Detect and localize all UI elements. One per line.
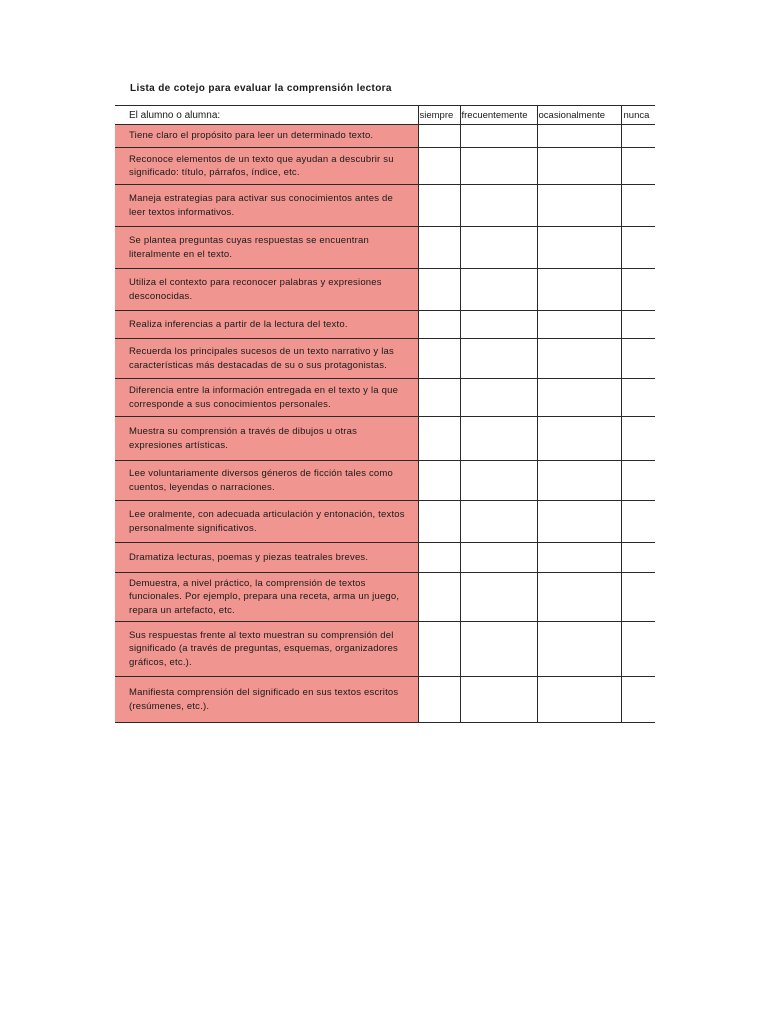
criterion-text: Recuerda los principales sucesos de un texto narrativo y las características más destacadas de su o sus protagonistas. [115,339,418,379]
table-row [115,148,655,185]
table-row [115,227,655,269]
mark-cell-nunca[interactable] [621,417,655,461]
mark-cell-siempre[interactable] [418,622,460,677]
mark-cell-nunca[interactable] [621,339,655,379]
mark-cell-nunca[interactable] [621,677,655,723]
mark-cell-frecuentemente[interactable] [460,461,537,501]
mark-cell-siempre[interactable] [418,311,460,339]
table-row [115,573,655,622]
criterion-text: Manifiesta comprensión del significado en sus textos escritos (resúmenes, etc.). [115,677,418,723]
mark-cell-siempre[interactable] [418,269,460,311]
mark-cell-siempre[interactable] [418,379,460,417]
mark-cell-ocasionalmente[interactable] [537,379,621,417]
table-row [115,501,655,543]
header-student: El alumno o alumna: [115,106,418,125]
mark-cell-frecuentemente[interactable] [460,622,537,677]
mark-cell-frecuentemente[interactable] [460,269,537,311]
table-row [115,417,655,461]
criterion-text: Diferencia entre la información entregada en el texto y la que corresponde a sus conocimientos personales. [115,379,418,417]
table-row [115,461,655,501]
mark-cell-nunca[interactable] [621,185,655,227]
mark-cell-siempre[interactable] [418,677,460,723]
mark-cell-siempre[interactable] [418,543,460,573]
table-row [115,379,655,417]
table-row [115,185,655,227]
mark-cell-nunca[interactable] [621,543,655,573]
mark-cell-siempre[interactable] [418,148,460,185]
mark-cell-siempre[interactable] [418,573,460,622]
criterion-text: Reconoce elementos de un texto que ayudan a descubrir su significado: título, párrafos, índice, etc. [115,148,418,185]
mark-cell-ocasionalmente[interactable] [537,227,621,269]
mark-cell-frecuentemente[interactable] [460,543,537,573]
mark-cell-siempre[interactable] [418,185,460,227]
mark-cell-nunca[interactable] [621,227,655,269]
criterion-text: Lee oralmente, con adecuada articulación y entonación, textos personalmente significativos. [115,501,418,543]
header-row [115,106,655,125]
mark-cell-ocasionalmente[interactable] [537,125,621,148]
mark-cell-nunca[interactable] [621,573,655,622]
mark-cell-nunca[interactable] [621,269,655,311]
header-frecuentemente: frecuentemente [460,106,537,125]
mark-cell-frecuentemente[interactable] [460,185,537,227]
criterion-text: Demuestra, a nivel práctico, la comprensión de textos funcionales. Por ejemplo, prepara una receta, arma un juego, repara un artefacto, etc. [115,573,418,622]
criterion-text: Muestra su comprensión a través de dibujos u otras expresiones artísticas. [115,417,418,461]
table-row [115,311,655,339]
mark-cell-nunca[interactable] [621,125,655,148]
checklist-table [115,105,655,723]
mark-cell-frecuentemente[interactable] [460,677,537,723]
mark-cell-frecuentemente[interactable] [460,417,537,461]
mark-cell-ocasionalmente[interactable] [537,622,621,677]
mark-cell-ocasionalmente[interactable] [537,501,621,543]
mark-cell-ocasionalmente[interactable] [537,677,621,723]
checklist-title: Lista de cotejo para evaluar la comprensión lectora [130,83,392,94]
mark-cell-nunca[interactable] [621,379,655,417]
mark-cell-ocasionalmente[interactable] [537,417,621,461]
mark-cell-nunca[interactable] [621,148,655,185]
mark-cell-frecuentemente[interactable] [460,339,537,379]
mark-cell-ocasionalmente[interactable] [537,148,621,185]
criterion-text: Lee voluntariamente diversos géneros de ficción tales como cuentos, leyendas o narraciones. [115,461,418,501]
criterion-text: Maneja estrategias para activar sus conocimientos antes de leer textos informativos. [115,185,418,227]
mark-cell-frecuentemente[interactable] [460,125,537,148]
mark-cell-ocasionalmente[interactable] [537,269,621,311]
mark-cell-frecuentemente[interactable] [460,148,537,185]
mark-cell-frecuentemente[interactable] [460,573,537,622]
mark-cell-nunca[interactable] [621,622,655,677]
mark-cell-nunca[interactable] [621,311,655,339]
mark-cell-ocasionalmente[interactable] [537,185,621,227]
mark-cell-ocasionalmente[interactable] [537,311,621,339]
criterion-text: Se plantea preguntas cuyas respuestas se encuentran literalmente en el texto. [115,227,418,269]
mark-cell-siempre[interactable] [418,501,460,543]
mark-cell-siempre[interactable] [418,125,460,148]
criterion-text: Realiza inferencias a partir de la lectura del texto. [115,311,418,339]
mark-cell-ocasionalmente[interactable] [537,573,621,622]
mark-cell-ocasionalmente[interactable] [537,339,621,379]
table-row [115,339,655,379]
mark-cell-siempre[interactable] [418,227,460,269]
mark-cell-nunca[interactable] [621,461,655,501]
mark-cell-frecuentemente[interactable] [460,311,537,339]
mark-cell-ocasionalmente[interactable] [537,543,621,573]
table-row [115,125,655,148]
table-row [115,269,655,311]
mark-cell-siempre[interactable] [418,461,460,501]
criterion-text: Sus respuestas frente al texto muestran su comprensión del significado (a través de preguntas, esquemas, organizadores gráficos, etc.). [115,622,418,677]
mark-cell-frecuentemente[interactable] [460,227,537,269]
header-nunca: nunca [621,106,655,125]
table-row [115,622,655,677]
header-siempre: siempre [418,106,460,125]
mark-cell-ocasionalmente[interactable] [537,461,621,501]
criterion-text: Dramatiza lecturas, poemas y piezas teatrales breves. [115,543,418,573]
table-row [115,677,655,723]
header-ocasionalmente: ocasionalmente [537,106,621,125]
mark-cell-frecuentemente[interactable] [460,501,537,543]
mark-cell-nunca[interactable] [621,501,655,543]
table-row [115,543,655,573]
mark-cell-siempre[interactable] [418,339,460,379]
mark-cell-siempre[interactable] [418,417,460,461]
criterion-text: Tiene claro el propósito para leer un determinado texto. [115,125,418,148]
criterion-text: Utiliza el contexto para reconocer palabras y expresiones desconocidas. [115,269,418,311]
mark-cell-frecuentemente[interactable] [460,379,537,417]
